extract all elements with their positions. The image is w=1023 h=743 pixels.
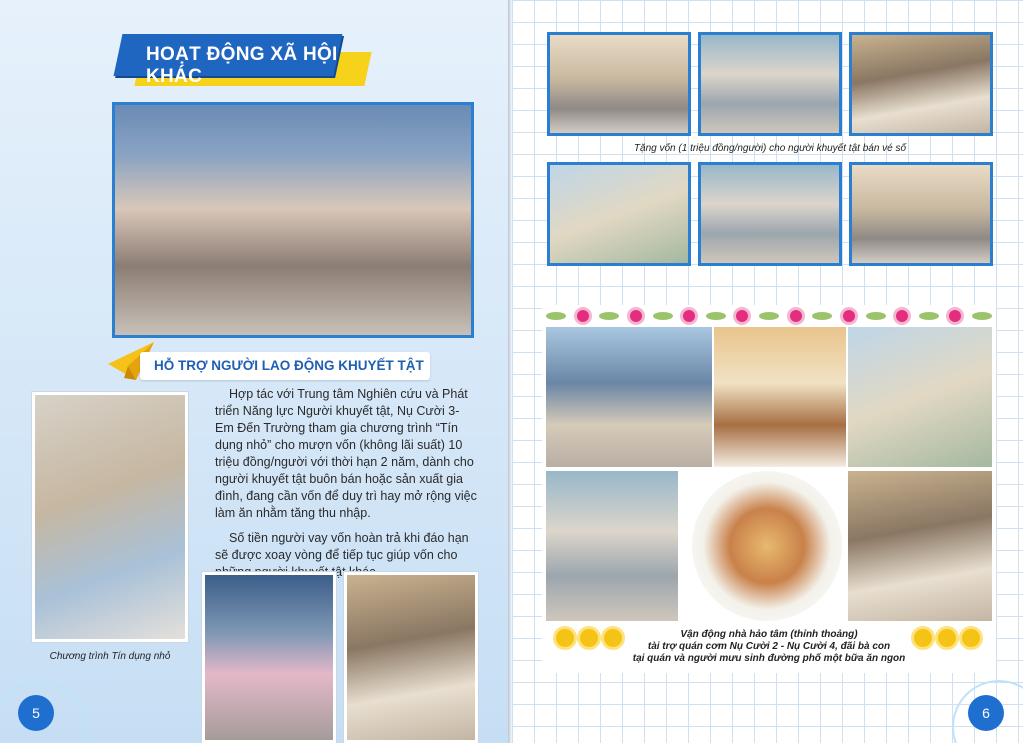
credit-program-photo	[32, 392, 188, 642]
grant-photo-6	[849, 162, 993, 266]
grant-photo-2	[698, 32, 842, 136]
meals-caption-line-3: tại quán và người mưu sinh đường phố một bữa ăn ngon	[632, 653, 906, 664]
meal-photo-street	[848, 327, 992, 467]
grant-photo-3	[849, 32, 993, 136]
meals-collage	[542, 305, 996, 673]
subheading: HỖ TRỢ NGƯỜI LAO ĐỘNG KHUYẾT TẬT	[154, 358, 424, 373]
meals-caption-line-1: Vận động nhà hảo tâm (thỉnh thoảng)	[680, 629, 858, 640]
meals-caption-line-2: tài trợ quán cơm Nụ Cười 2 - Nụ Cười 4, đãi bà con	[647, 641, 891, 652]
flower-border-top	[546, 309, 992, 323]
meal-photo-delivery	[546, 327, 712, 467]
paragraph-2: Số tiền người vay vốn hoàn trả khi đáo hạn sẽ được xoay vòng để tiếp tục giúp vốn cho tật	[215, 531, 469, 579]
page-number-left: 5	[18, 695, 54, 731]
sunflower-decor-right	[914, 629, 980, 647]
grant-photo-4	[547, 162, 691, 266]
sunflower-decor-left	[556, 629, 622, 647]
grant-caption: Tặng vốn (1 triệu đồng/người) cho người khuyết tật bán vé số	[633, 143, 907, 154]
loan-handover-photo	[202, 572, 336, 743]
meal-photo-vendor	[848, 471, 992, 621]
right-page	[512, 0, 1023, 743]
section-title: HOẠT ĐỘNG XÃ HỘI KHÁC	[146, 44, 338, 87]
credit-program-caption: Chương trình Tín dụng nhỏ	[49, 651, 171, 662]
meal-photo-kitchen	[714, 327, 846, 467]
left-page	[0, 0, 508, 743]
group-photo	[112, 102, 474, 338]
body-text	[215, 386, 477, 589]
paragraph-1: Hợp tác với Trung tâm Nghiên cứu và Phát triển Năng lực Người khuyết tật, Nụ Cười 3-Em Đến Trường tham gia chương trình “Tín dụng nhỏ” cho mượn vốn (không lãi suất) 10 triệu đồng/người với thời hạn 2 năm, dành cho người khuyết tật buôn bán hoặc sản xuất gia đình, đang cần vốn để duy trì hay mở rộng việc làm ăn nhằm tăng thu nhập.	[215, 387, 477, 520]
meal-photo-plate	[692, 471, 842, 621]
meals-caption	[630, 629, 908, 665]
meal-photo-cyclo	[546, 471, 678, 621]
grant-photo-5	[698, 162, 842, 266]
loan-signing-photo	[344, 572, 478, 743]
grant-photo-1	[547, 32, 691, 136]
section-title-banner	[118, 28, 378, 90]
subheading-banner	[104, 340, 434, 380]
page-number-right: 6	[968, 695, 1004, 731]
